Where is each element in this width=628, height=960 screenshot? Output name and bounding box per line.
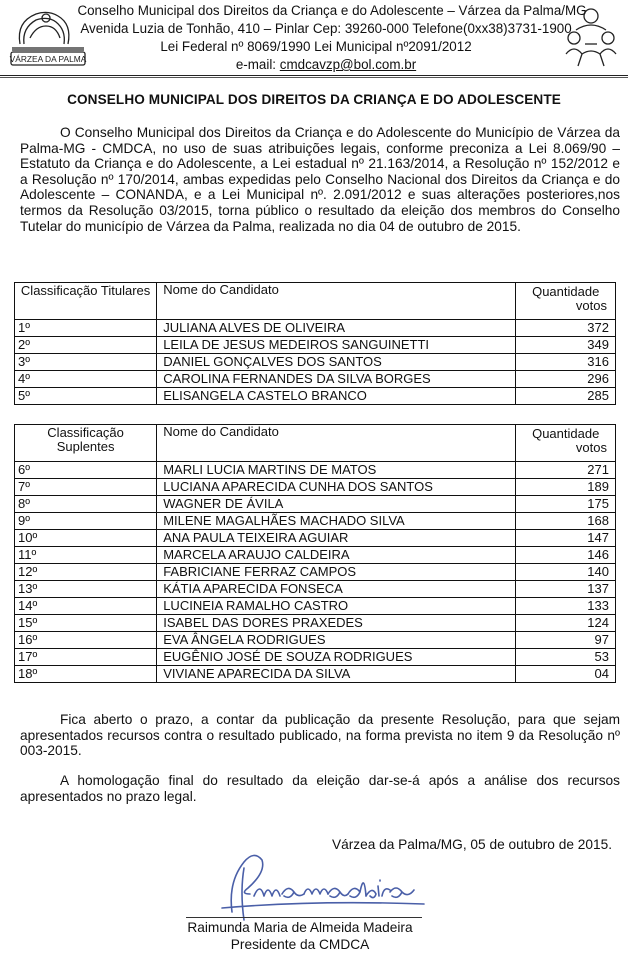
place-date-line: Várzea da Palma/MG, 05 de outubro de 2015. bbox=[331, 837, 612, 852]
votes-cell: 271 bbox=[516, 462, 616, 479]
candidate-name-cell: CAROLINA FERNANDES DA SILVA BORGES bbox=[157, 371, 516, 388]
votes-cell: 296 bbox=[516, 371, 616, 388]
votes-cell: 124 bbox=[516, 615, 616, 632]
document-title: CONSELHO MUNICIPAL DOS DIREITOS DA CRIANÇA E DO ADOLESCENTE bbox=[67, 92, 561, 107]
column-header-name: Nome do Candidato bbox=[157, 283, 516, 320]
table-row bbox=[15, 649, 616, 666]
votes-cell: 285 bbox=[516, 388, 616, 405]
signature-line bbox=[186, 917, 422, 918]
table-row bbox=[15, 337, 616, 354]
titulares-table bbox=[14, 282, 616, 405]
column-header-votes bbox=[516, 425, 616, 462]
rank-cell: 9º bbox=[15, 513, 157, 530]
rank-cell: 18º bbox=[15, 666, 157, 683]
table-header-row bbox=[15, 283, 616, 320]
table-row bbox=[15, 598, 616, 615]
signer-name: Raimunda Maria de Almeida Madeira bbox=[187, 920, 413, 935]
candidate-name-cell: LUCINEIA RAMALHO CASTRO bbox=[157, 598, 516, 615]
candidate-name-cell: EVA ÂNGELA RODRIGUES bbox=[157, 632, 516, 649]
table-row bbox=[15, 547, 616, 564]
rank-cell: 17º bbox=[15, 649, 157, 666]
rank-cell: 4º bbox=[15, 371, 157, 388]
table-header-row bbox=[15, 425, 616, 462]
email-label: e-mail: bbox=[235, 57, 277, 72]
table-row bbox=[15, 320, 616, 337]
votes-cell: 168 bbox=[516, 513, 616, 530]
appeal-period-paragraph: Fica aberto o prazo, a contar da publicação da presente Resolução, para que sejam apresentados recursos contra o resultado publicado, na forma prevista no item 9 da Resolução nº 003-2015. bbox=[20, 712, 620, 759]
votes-header-line1: Quantidade bbox=[532, 284, 600, 299]
votes-cell: 97 bbox=[516, 632, 616, 649]
header-laws: Lei Federal nº 8069/1990 Lei Municipal nº2091/2012 bbox=[160, 39, 472, 54]
rank-cell: 6º bbox=[15, 462, 157, 479]
table-row bbox=[15, 479, 616, 496]
votes-cell: 147 bbox=[516, 530, 616, 547]
header-divider-secondary bbox=[0, 77, 628, 78]
candidate-name-cell: EUGÊNIO JOSÉ DE SOUZA RODRIGUES bbox=[157, 649, 516, 666]
rank-cell: 16º bbox=[15, 632, 157, 649]
candidate-name-cell: WAGNER DE ÁVILA bbox=[157, 496, 516, 513]
candidate-name-cell: MARCELA ARAUJO CALDEIRA bbox=[157, 547, 516, 564]
table-row bbox=[15, 496, 616, 513]
rank-cell: 3º bbox=[15, 354, 157, 371]
votes-cell: 137 bbox=[516, 581, 616, 598]
rank-cell: 7º bbox=[15, 479, 157, 496]
table-row bbox=[15, 632, 616, 649]
rank-cell: 13º bbox=[15, 581, 157, 598]
candidate-name-cell: FABRICIANE FERRAZ CAMPOS bbox=[157, 564, 516, 581]
candidate-name-cell: ELISANGELA CASTELO BRANCO bbox=[157, 388, 516, 405]
votes-cell: 316 bbox=[516, 354, 616, 371]
candidate-name-cell: DANIEL GONÇALVES DOS SANTOS bbox=[157, 354, 516, 371]
votes-cell: 133 bbox=[516, 598, 616, 615]
column-header-rank: Classificação Suplentes bbox=[15, 425, 157, 462]
rank-cell: 5º bbox=[15, 388, 157, 405]
table-row bbox=[15, 530, 616, 547]
votes-cell: 189 bbox=[516, 479, 616, 496]
rank-cell: 8º bbox=[15, 496, 157, 513]
header-address: Avenida Luzia de Tonhão, 410 – Pinlar Cep: 39260-000 Telefone(0xx38)3731-1900 bbox=[80, 21, 572, 36]
table-row bbox=[15, 462, 616, 479]
table-row bbox=[15, 564, 616, 581]
table-row bbox=[15, 388, 616, 405]
candidate-name-cell: LEILA DE JESUS MEDEIROS SANGUINETTI bbox=[157, 337, 516, 354]
candidate-name-cell: MILENE MAGALHÃES MACHADO SILVA bbox=[157, 513, 516, 530]
candidate-name-cell: LUCIANA APARECIDA CUNHA DOS SANTOS bbox=[157, 479, 516, 496]
candidate-name-cell: VIVIANE APARECIDA DA SILVA bbox=[157, 666, 516, 683]
table-row bbox=[15, 581, 616, 598]
candidate-name-cell: JULIANA ALVES DE OLIVEIRA bbox=[157, 320, 516, 337]
column-header-name: Nome do Candidato bbox=[157, 425, 516, 462]
votes-cell: 146 bbox=[516, 547, 616, 564]
votes-cell: 349 bbox=[516, 337, 616, 354]
signer-title: Presidente da CMDCA bbox=[230, 937, 370, 952]
votes-header-line1: Quantidade bbox=[532, 426, 600, 441]
table-row bbox=[15, 371, 616, 388]
candidate-name-cell: MARLI LUCIA MARTINS DE MATOS bbox=[157, 462, 516, 479]
rank-cell: 14º bbox=[15, 598, 157, 615]
suplentes-table bbox=[14, 424, 616, 683]
header-email-line bbox=[30, 57, 622, 72]
rank-cell: 15º bbox=[15, 615, 157, 632]
votes-header-line2: votos bbox=[575, 298, 607, 313]
table-row bbox=[15, 666, 616, 683]
votes-cell: 04 bbox=[516, 666, 616, 683]
column-header-votes bbox=[516, 283, 616, 320]
votes-cell: 175 bbox=[516, 496, 616, 513]
rank-cell: 10º bbox=[15, 530, 157, 547]
candidate-name-cell: ANA PAULA TEIXEIRA AGUIAR bbox=[157, 530, 516, 547]
svg-text:VÁRZEA DA PALMA: VÁRZEA DA PALMA bbox=[9, 54, 87, 64]
column-header-rank: Classificação Titulares bbox=[15, 283, 157, 320]
rank-cell: 12º bbox=[15, 564, 157, 581]
votes-header-line2: votos bbox=[575, 440, 607, 455]
votes-cell: 53 bbox=[516, 649, 616, 666]
table-row bbox=[15, 354, 616, 371]
email-link[interactable]: cmdcavzp@bol.com.br bbox=[279, 57, 417, 72]
votes-cell: 140 bbox=[516, 564, 616, 581]
header-divider bbox=[0, 75, 628, 76]
table-row bbox=[15, 615, 616, 632]
rank-cell: 2º bbox=[15, 337, 157, 354]
candidate-name-cell: ISABEL DAS DORES PRAXEDES bbox=[157, 615, 516, 632]
header-organization: Conselho Municipal dos Direitos da Criança e do Adolescente – Várzea da Palma/MG bbox=[77, 3, 587, 18]
homologation-paragraph: A homologação final do resultado da eleição dar-se-á após a análise dos recursos apresentados no prazo legal. bbox=[20, 773, 620, 804]
votes-cell: 372 bbox=[516, 320, 616, 337]
candidate-name-cell: KÁTIA APARECIDA FONSECA bbox=[157, 581, 516, 598]
handwritten-signature bbox=[214, 842, 434, 926]
table-row bbox=[15, 513, 616, 530]
rank-cell: 11º bbox=[15, 547, 157, 564]
intro-paragraph: O Conselho Municipal dos Direitos da Criança e do Adolescente do Município de Várzea da Palma-MG - CMDCA, no uso de suas atribuições legais, conforme preconiza a Lei 8.069/90 – Estatuto da Criança e do Adolescente, a Lei estadual nº 21.163/2014, a Resolução nº 152/2012 e a Resolução nº 170/2014, ambas expedidas pelo Conselho Nacional dos Direitos da Criança e do Adolescente – CONANDA, e a Lei Municipal nº. 2.091/2012 e suas alterações posteriores,nos termos da Resolução 03/2015, torna público o resultado da eleição dos membros do Conselho Tutelar do município de Várzea da Palma, realizada no dia 04 de outubro de 2015. bbox=[20, 125, 620, 234]
rank-cell: 1º bbox=[15, 320, 157, 337]
